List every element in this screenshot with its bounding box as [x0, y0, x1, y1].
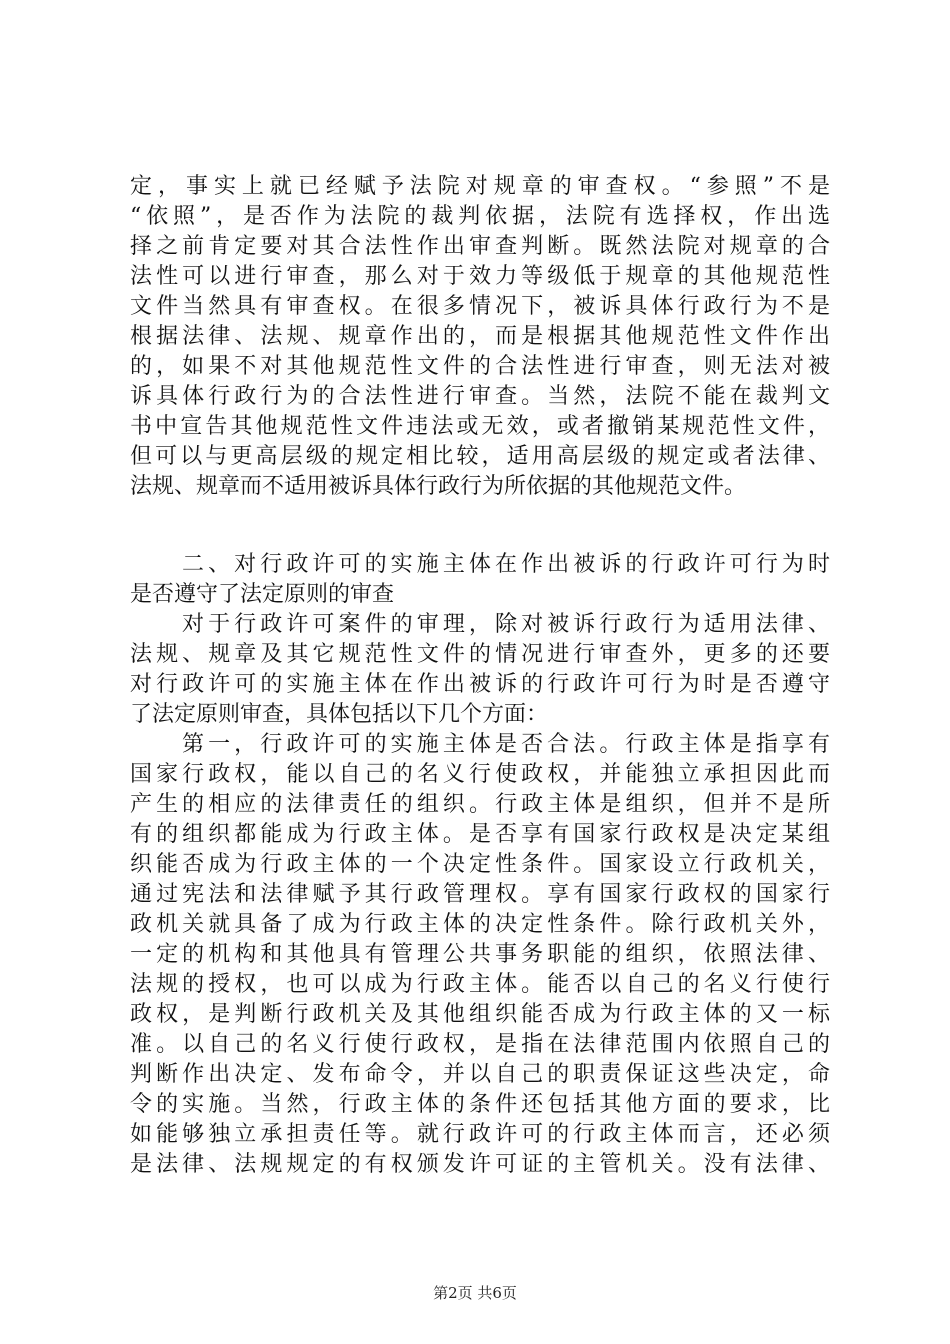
text-line: 一定的机构和其他具有管理公共事务职能的组织，依照法律、 [130, 942, 830, 967]
text-line: 第一，行政许可的实施主体是否合法。行政主体是指享有 [182, 732, 830, 757]
text-line: 对行政许可的实施主体在作出被诉的行政许可行为时是否遵守 [130, 672, 830, 697]
section-heading [130, 550, 830, 610]
text-line: 了法定原则审查，具体包括以下几个方面： [130, 702, 549, 727]
text-line: 准。以自己的名义行使行政权，是指在法律范围内依照自己的 [130, 1032, 830, 1057]
text-line: 政机关就具备了成为行政主体的决定性条件。除行政机关外， [130, 912, 830, 937]
text-line: 法性可以进行审查，那么对于效力等级低于规章的其他规范性 [130, 264, 830, 289]
text-line: 文件当然具有审查权。在很多情况下，被诉具体行政行为不是 [130, 294, 830, 319]
text-line: 书中宣告其他规范性文件违法或无效，或者撤销某规范性文件， [130, 414, 830, 439]
text-line: 国家行政权，能以自己的名义行使政权，并能独立承担因此而 [130, 762, 830, 787]
document-body [130, 172, 830, 1180]
text-line: “依照”，是否作为法院的裁判依据，法院有选择权，作出选 [130, 204, 830, 229]
text-line: 判断作出决定、发布命令，并以自己的职责保证这些决定，命 [130, 1062, 830, 1087]
text-line: 令的实施。当然，行政主体的条件还包括其他方面的要求，比 [130, 1092, 830, 1117]
text-line: 如能够独立承担责任等。就行政许可的行政主体而言，还必须 [130, 1122, 830, 1147]
paragraph-1 [130, 172, 830, 502]
text-line: 政权，是判断行政机关及其他组织能否成为行政主体的又一标 [130, 1002, 830, 1027]
page-number-footer: 第2页 共6页 [433, 1284, 517, 1302]
heading-line: 二、对行政许可的实施主体在作出被诉的行政许可行为时 [182, 552, 830, 577]
text-line: 通过宪法和法律赋予其行政管理权。享有国家行政权的国家行 [130, 882, 830, 907]
text-line: 有的组织都能成为行政主体。是否享有国家行政权是决定某组 [130, 822, 830, 847]
text-line: 诉具体行政行为的合法性进行审查。当然，法院不能在裁判文 [130, 384, 830, 409]
text-line: 对于行政许可案件的审理，除对被诉行政行为适用法律、 [182, 612, 830, 637]
text-line: 但可以与更高层级的规定相比较，适用高层级的规定或者法律、 [130, 444, 830, 469]
heading-line: 是否遵守了法定原则的审查 [130, 582, 395, 607]
text-line: 法规、规章而不适用被诉具体行政行为所依据的其他规范文件。 [130, 474, 747, 499]
text-line: 法规、规章及其它规范性文件的情况进行审查外，更多的还要 [130, 642, 830, 667]
paragraph-gap [130, 502, 830, 550]
text-line: 根据法律、法规、规章作出的，而是根据其他规范性文件作出 [130, 324, 830, 349]
text-line: 法规的授权，也可以成为行政主体。能否以自己的名义行使行 [130, 972, 830, 997]
text-line: 是法律、法规规定的有权颁发许可证的主管机关。没有法律、 [130, 1152, 830, 1177]
text-line: 定，事实上就已经赋予法院对规章的审查权。“参照”不是 [130, 174, 830, 199]
text-line: 的，如果不对其他规范性文件的合法性进行审查，则无法对被 [130, 354, 830, 379]
text-line: 产生的相应的法律责任的组织。行政主体是组织，但并不是所 [130, 792, 830, 817]
text-line: 织能否成为行政主体的一个决定性条件。国家设立行政机关， [130, 852, 830, 877]
text-line: 择之前肯定要对其合法性作出审查判断。既然法院对规章的合 [130, 234, 830, 259]
paragraph-3 [130, 730, 830, 1180]
paragraph-2 [130, 610, 830, 730]
